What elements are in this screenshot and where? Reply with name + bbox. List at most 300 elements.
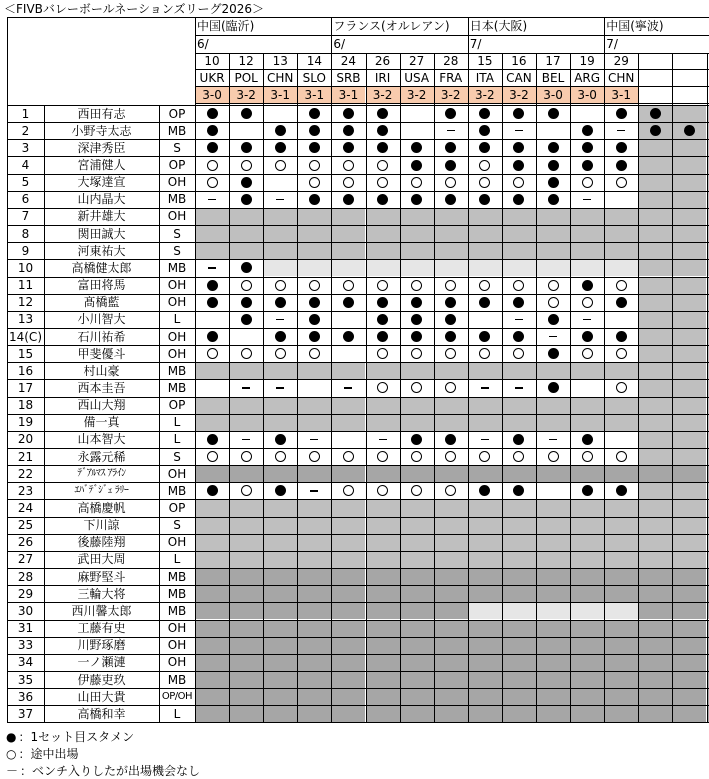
appearance-cell [297,139,331,156]
player-position [159,277,195,294]
opponent-code-text: POL [234,72,257,84]
appearance-cell [229,242,263,259]
player-position [159,191,195,208]
month-header [195,35,331,53]
appearance-cell [638,568,672,585]
appearance-cell [229,294,263,311]
match-day [400,53,434,69]
appearance-cell [672,277,706,294]
appearance-cell [638,311,672,328]
appearance-cell [604,122,638,139]
player-number-text: 35 [18,674,33,686]
appearance-cell [331,242,365,259]
appearance-cell [604,362,638,379]
bench-mark [617,130,625,132]
appearance-cell [297,397,331,414]
substitute-mark [241,485,252,496]
appearance-cell [502,534,536,551]
match-day [195,53,229,69]
appearance-cell [297,585,331,602]
player-position [159,517,195,534]
player-position-text: OH [168,210,186,222]
grid-line [502,53,503,722]
appearance-cell [263,482,297,499]
appearance-cell [604,482,638,499]
match-day [331,53,365,69]
starter-mark [377,108,388,119]
opponent-code-text: SRB [336,72,360,84]
player-number [7,311,44,328]
appearance-cell [297,499,331,516]
opponent-code [400,69,434,86]
starter-mark [377,314,388,325]
appearance-cell [672,671,706,688]
player-number-text: 34 [18,656,33,668]
player-number-text: 13 [18,313,33,325]
player-name [44,568,159,585]
bench-mark [481,387,489,389]
player-position-text: OP [169,502,186,514]
player-name [44,122,159,139]
player-number [7,568,44,585]
appearance-cell [434,620,468,637]
appearance-cell [434,156,468,173]
appearance-cell [366,654,400,671]
substitute-mark [377,485,388,496]
appearance-cell [570,139,604,156]
appearance-cell [468,551,502,568]
appearance-cell [297,362,331,379]
player-name [44,688,159,705]
starter-mark [548,382,559,393]
starter-mark [241,177,252,188]
appearance-cell [638,379,672,396]
appearance-cell [331,431,365,448]
starter-mark [343,125,354,136]
appearance-cell [297,122,331,139]
appearance-cell [536,637,570,654]
player-name-text: 高橋慶帆 [77,502,125,514]
appearance-cell [672,311,706,328]
appearance-cell [366,637,400,654]
substitute-mark [343,451,354,462]
player-name-text: 武田大周 [77,553,125,565]
appearance-cell [672,379,706,396]
player-position [159,499,195,516]
appearance-cell [434,448,468,465]
appearance-cell [297,277,331,294]
appearance-cell [638,105,672,122]
appearance-cell [366,517,400,534]
substitute-mark [582,177,593,188]
appearance-cell [468,671,502,688]
appearance-cell [400,242,434,259]
substitute-mark [309,160,320,171]
player-name-text: 小野寺太志 [71,125,131,137]
appearance-cell [638,174,672,191]
appearance-cell [502,294,536,311]
substitute-mark [241,280,252,291]
player-name [44,499,159,516]
appearance-cell [297,517,331,534]
player-number-text: 8 [22,228,30,240]
appearance-cell [468,705,502,722]
appearance-cell [263,139,297,156]
appearance-cell [297,465,331,482]
substitute-mark [445,382,456,393]
appearance-cell [366,191,400,208]
player-position-text: L [174,433,181,445]
starter-mark [445,194,456,205]
appearance-cell [570,242,604,259]
player-position [159,105,195,122]
appearance-cell [502,139,536,156]
starter-mark [513,108,524,119]
appearance-cell [331,688,365,705]
appearance-cell [672,122,706,139]
match-day-text: 14 [307,55,322,67]
bench-mark [276,387,284,389]
player-name-text: 工藤有史 [77,622,125,634]
appearance-cell [638,294,672,311]
player-position [159,414,195,431]
appearance-cell [672,139,706,156]
appearance-cell [672,585,706,602]
appearance-cell [638,328,672,345]
appearance-cell [297,379,331,396]
player-name [44,225,159,242]
player-position [159,620,195,637]
player-number-text: 10 [18,262,33,274]
month-header-text: 7/ [470,38,482,50]
starter-mark [309,314,320,325]
grid-line [434,53,435,722]
grid-line [7,722,709,723]
appearance-cell [638,448,672,465]
starter-mark [411,297,422,308]
appearance-cell [570,585,604,602]
appearance-cell [672,328,706,345]
appearance-cell [638,259,672,276]
appearance-cell [297,208,331,225]
appearance-cell [570,620,604,637]
appearance-cell [604,551,638,568]
appearance-cell [638,688,672,705]
appearance-cell [263,637,297,654]
appearance-cell [366,414,400,431]
starter-mark [445,331,456,342]
appearance-cell [502,174,536,191]
player-name [44,551,159,568]
appearance-cell [400,431,434,448]
appearance-cell [638,345,672,362]
match-score [638,86,672,103]
legend-text: ：1セット目スタメン [18,731,134,743]
player-number-text: 18 [18,399,33,411]
appearance-cell [331,122,365,139]
player-number [7,397,44,414]
appearance-cell [672,397,706,414]
match-score-text: 3-0 [577,89,597,101]
appearance-cell [195,105,229,122]
match-day [434,53,468,69]
appearance-cell [297,654,331,671]
appearance-cell [468,414,502,431]
appearance-cell [468,225,502,242]
starter-mark [479,331,490,342]
player-name [44,156,159,173]
starter-mark [241,108,252,119]
appearance-cell [672,482,706,499]
appearance-cell [672,448,706,465]
player-position-text: MB [168,571,187,583]
starter-mark [445,142,456,153]
appearance-cell [297,328,331,345]
player-name-text: 河東祐大 [77,245,125,257]
appearance-cell [604,225,638,242]
appearance-cell [570,517,604,534]
starter-mark [309,331,320,342]
substitute-mark [479,348,490,359]
appearance-cell [263,465,297,482]
appearance-cell [400,448,434,465]
player-number-text: 4 [22,159,30,171]
starter-mark [513,142,524,153]
player-name-text: 三輪大将 [77,588,125,600]
appearance-cell [400,688,434,705]
appearance-cell [434,328,468,345]
legend-text: ：途中出場 [18,748,78,760]
match-score-text: 3-2 [236,89,256,101]
appearance-cell [536,705,570,722]
appearance-cell [570,499,604,516]
player-name-text: 山本智大 [77,433,125,445]
appearance-cell [502,397,536,414]
appearance-cell [366,139,400,156]
match-day-text: 15 [477,55,492,67]
appearance-cell [536,431,570,448]
appearance-cell [502,637,536,654]
player-name [44,431,159,448]
appearance-cell [366,362,400,379]
player-position-text: S [173,245,181,257]
starter-mark [207,485,218,496]
starter-mark [207,297,218,308]
appearance-cell [570,311,604,328]
match-score [263,86,297,103]
appearance-cell [570,534,604,551]
appearance-cell [229,191,263,208]
player-position-text: OH [168,622,186,634]
appearance-cell [536,602,570,619]
appearance-cell [468,174,502,191]
appearance-cell [468,637,502,654]
appearance-cell [468,431,502,448]
match-score-text: 3-2 [475,89,495,101]
appearance-cell [570,328,604,345]
player-position [159,448,195,465]
starter-mark [241,142,252,153]
starter-mark [548,108,559,119]
appearance-cell [468,448,502,465]
appearance-cell [434,105,468,122]
appearance-cell [536,397,570,414]
starter-mark [548,194,559,205]
appearance-cell [502,414,536,431]
appearance-cell [604,431,638,448]
player-name-text: 深津秀臣 [77,142,125,154]
appearance-cell [434,191,468,208]
starter-mark [241,314,252,325]
player-name-text: 宮浦健人 [77,159,125,171]
player-name-text: 一ノ瀬漣 [77,656,125,668]
bench-mark [379,439,387,441]
appearance-cell [502,671,536,688]
player-name-text: 山内晶大 [77,193,125,205]
player-number [7,482,44,499]
appearance-cell [400,534,434,551]
appearance-cell [229,208,263,225]
appearance-cell [536,294,570,311]
appearance-cell [331,362,365,379]
appearance-cell [366,208,400,225]
appearance-cell [297,156,331,173]
appearance-cell [263,294,297,311]
appearance-cell [604,242,638,259]
player-position-text: MB [168,485,187,497]
appearance-cell [502,311,536,328]
substitute-mark [275,280,286,291]
appearance-cell [672,654,706,671]
legend-symbol: － [6,765,18,777]
appearance-cell [434,585,468,602]
appearance-cell [400,671,434,688]
appearance-cell [229,602,263,619]
player-position [159,397,195,414]
appearance-cell [502,431,536,448]
player-position [159,602,195,619]
player-number [7,174,44,191]
appearance-cell [229,551,263,568]
appearance-cell [536,225,570,242]
player-position-text: OH [168,296,186,308]
appearance-cell [570,105,604,122]
appearance-cell [229,277,263,294]
player-position-text: MB [168,365,187,377]
player-number-text: 22 [18,468,33,480]
appearance-cell [638,551,672,568]
appearance-cell [195,362,229,379]
appearance-cell [195,688,229,705]
player-name-text: 村山豪 [83,365,119,377]
appearance-cell [672,568,706,585]
appearance-cell [331,397,365,414]
appearance-cell [263,499,297,516]
appearance-cell [502,465,536,482]
appearance-cell [366,671,400,688]
starter-mark [479,485,490,496]
appearance-cell [297,534,331,551]
appearance-cell [195,431,229,448]
appearance-cell [468,362,502,379]
substitute-mark [513,348,524,359]
appearance-cell [229,688,263,705]
player-position-text: MB [168,262,187,274]
appearance-cell [434,414,468,431]
match-score-text: 3-2 [441,89,461,101]
appearance-cell [263,174,297,191]
starter-mark [582,280,593,291]
player-number [7,105,44,122]
substitute-mark [582,348,593,359]
substitute-mark [343,160,354,171]
starter-mark [582,434,593,445]
appearance-cell [536,448,570,465]
starter-mark [343,331,354,342]
month-header-text: 6/ [333,38,345,50]
starter-mark [275,434,286,445]
appearance-cell [400,568,434,585]
appearance-cell [263,156,297,173]
appearance-cell [570,637,604,654]
player-name [44,259,159,276]
starter-mark [616,297,627,308]
player-position-text: OP [169,399,186,411]
appearance-cell [502,277,536,294]
appearance-cell [536,139,570,156]
match-day [366,53,400,69]
player-position-text: L [174,416,181,428]
substitute-mark [411,451,422,462]
player-number [7,156,44,173]
appearance-cell [297,448,331,465]
player-number [7,294,44,311]
player-number-text: 1 [22,108,30,120]
substitute-mark [445,451,456,462]
starter-mark [479,108,490,119]
appearance-cell [400,174,434,191]
player-name-text: 髙橋藍 [83,296,119,308]
player-name-text: ﾃﾞｱﾙﾏｽ ｱﾗｲﾝ [77,469,125,479]
match-day-text: 24 [341,55,356,67]
player-position [159,259,195,276]
player-position-text: OH [168,176,186,188]
player-position-text: S [173,142,181,154]
appearance-cell [195,654,229,671]
player-name-text: 伊藤吏玖 [77,674,125,686]
player-name-text: 関田誠大 [77,228,125,240]
substitute-mark [479,451,490,462]
player-position [159,637,195,654]
substitute-mark [411,382,422,393]
starter-mark [582,160,593,171]
player-position [159,534,195,551]
appearance-cell [604,208,638,225]
player-name-text: 西山大翔 [77,399,125,411]
player-position-text: MB [168,674,187,686]
opponent-code-text: BEL [542,72,565,84]
appearance-cell [604,585,638,602]
appearance-cell [400,362,434,379]
venue-header-text: フランス(オルレアン) [333,20,449,32]
appearance-cell [366,259,400,276]
opponent-code [195,69,229,86]
grid-line [195,69,709,70]
appearance-cell [604,602,638,619]
appearance-cell [604,568,638,585]
player-number [7,602,44,619]
player-number [7,242,44,259]
